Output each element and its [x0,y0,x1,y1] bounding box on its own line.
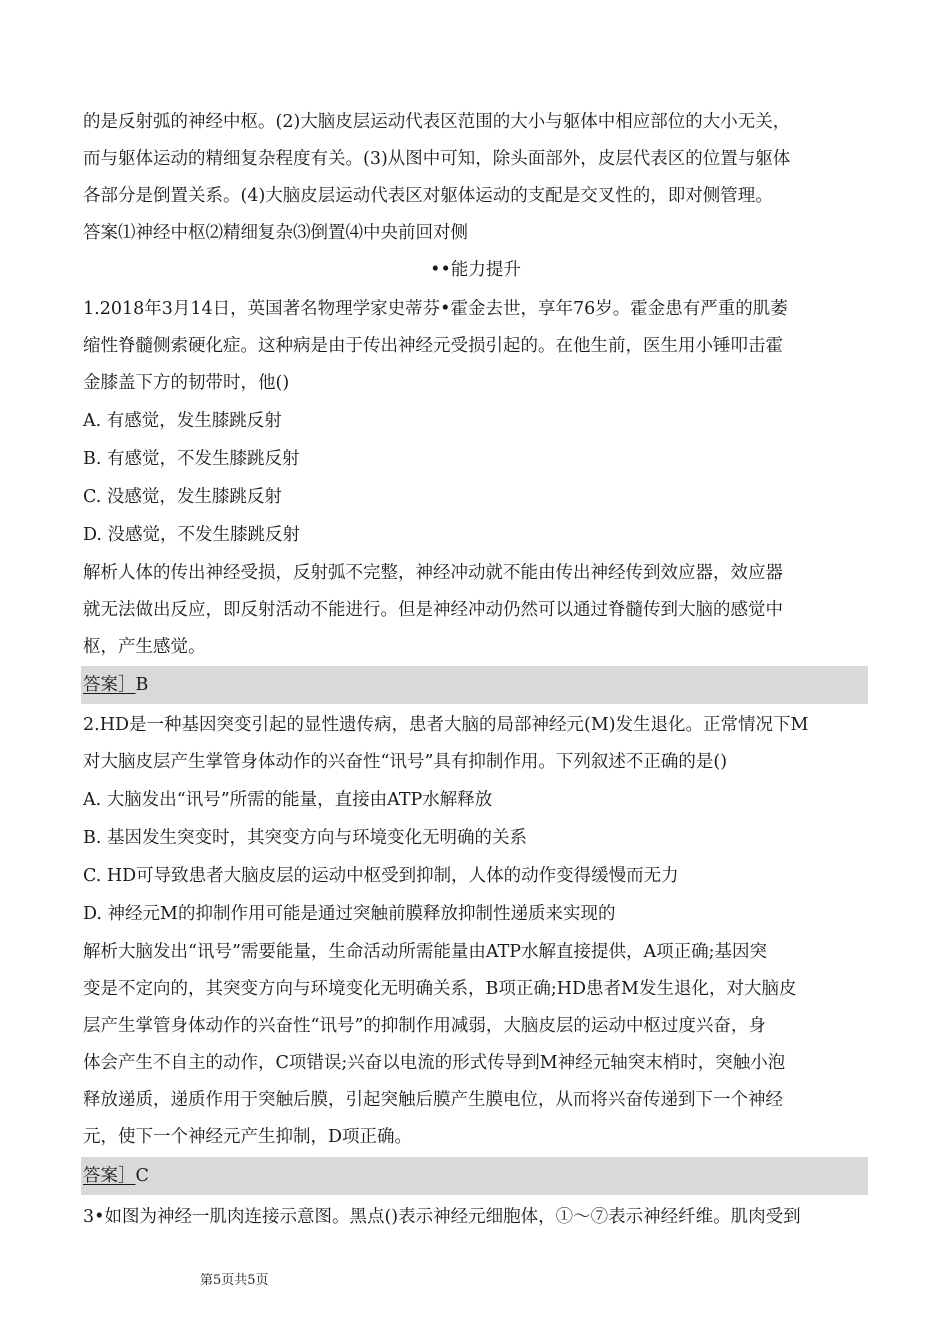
option-c: C. 没感觉，发生膝跳反射 [83,487,282,507]
text-line: 答案⑴神经中枢⑵精细复杂⑶倒置⑷中央前回对侧 [83,223,468,243]
explanation-text: 解析大脑发出“讯号”需要能量，生命活动所需能量由ATP水解直接提供，A项正确;基因突 [83,942,768,962]
question-stem: 1.2018年3月14日，英国著名物理学家史蒂芬•霍金去世，享年76岁。霍金患有严重的肌萎 [83,299,788,319]
option-a: A. 有感觉，发生膝跳反射 [83,411,282,431]
question-stem: 缩性脊髓侧索硬化症。这种病是由于传出神经元受损引起的。在他生前，医生用小锤叩击霍 [83,336,783,356]
answer-bar [81,1157,868,1195]
answer-value: B [135,675,149,695]
question-stem: 对大脑皮层产生掌管身体动作的兴奋性“讯号”具有抑制作用。下列叙述不正确的是() [83,752,728,772]
question-stem: 2.HD是一种基因突变引起的显性遗传病，患者大脑的局部神经元(M)发生退化。正常情况下M [83,715,809,735]
explanation-text: 层产生掌管身体动作的兴奋性“讯号”的抑制作用减弱，大脑皮层的运动中枢过度兴奋，身 [83,1016,766,1036]
answer-label: 答案］ [83,1166,136,1186]
explanation-text: 释放递质，递质作用于突触后膜，引起突触后膜产生膜电位，从而将兴奋传递到下一个神经 [83,1090,783,1110]
answer-line [83,673,148,697]
explanation-text: 枢，产生感觉。 [83,637,206,657]
explanation-text: 就无法做出反应，即反射活动不能进行。但是神经冲动仍然可以通过脊髓传到大脑的感觉中 [83,600,783,620]
text-line: 的是反射弧的神经中枢。(2)大脑皮层运动代表区范围的大小与躯体中相应部位的大小无关， [83,112,791,132]
text-line: 而与躯体运动的精细复杂程度有关。(3)从图中可知，除头面部外，皮层代表区的位置与躯体 [83,149,791,169]
option-d: D. 神经元M的抑制作用可能是通过突触前膜释放抑制性递质来实现的 [83,904,616,924]
explanation-text: 变是不定向的，其突变方向与环境变化无明确关系，B项正确;HD患者M发生退化，对大脑皮 [83,979,797,999]
explanation-text: 体会产生不自主的动作，C项错误;兴奋以电流的形式传导到M神经元轴突末梢时，突触小泡 [83,1053,786,1073]
answer-label: 答案］ [83,675,136,695]
question-stem: 金膝盖下方的韧带时，他() [83,373,290,393]
answer-line [83,1164,149,1188]
option-b: B. 基因发生突变时，其突变方向与环境变化无明确的关系 [83,828,527,848]
page-footer: 第5页共5页 [200,1273,269,1288]
answer-value: C [135,1166,149,1186]
text-line: 各部分是倒置关系。(4)大脑皮层运动代表区对躯体运动的支配是交叉性的，即对侧管理。 [83,186,773,206]
option-c: C. HD可导致患者大脑皮层的运动中枢受到抑制，人体的动作变得缓慢而无力 [83,866,679,886]
question-stem: 3•如图为神经一肌肉连接示意图。黑点()表示神经元细胞体，①〜⑦表示神经纤维。肌肉受到 [83,1207,801,1227]
explanation-text: 元，使下一个神经元产生抑制，D项正确。 [83,1127,413,1147]
section-heading: ••能力提升 [430,260,521,280]
answer-bar [81,666,868,704]
option-b: B. 有感觉，不发生膝跳反射 [83,449,300,469]
option-a: A. 大脑发出“讯号”所需的能量，直接由ATP水解释放 [83,790,493,810]
option-d: D. 没感觉，不发生膝跳反射 [83,525,301,545]
explanation-text: 解析人体的传出神经受损，反射弧不完整，神经冲动就不能由传出神经传到效应器，效应器 [83,563,783,583]
